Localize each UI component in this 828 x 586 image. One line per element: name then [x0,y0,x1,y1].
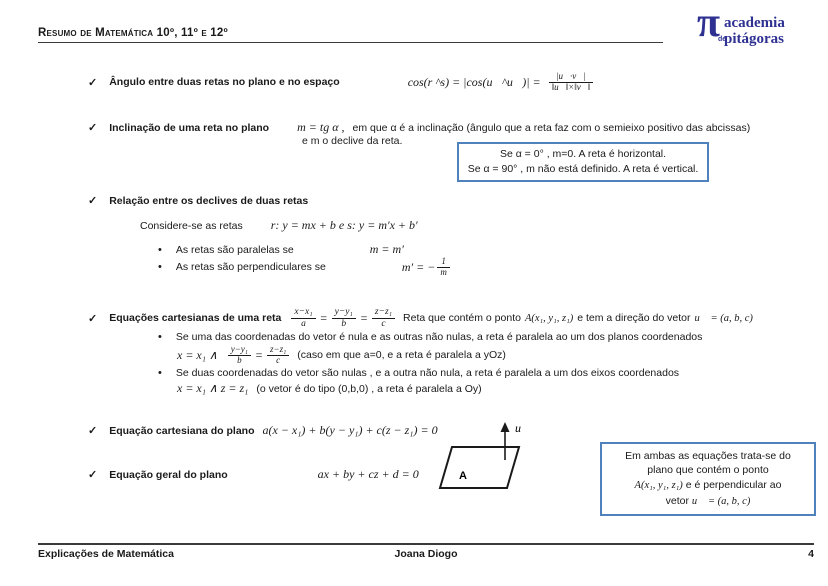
logo-line1: academia [724,15,785,31]
vector-label: u⃗ [515,421,531,435]
bullet-icon: • [158,331,162,343]
axis-parallel-case [177,381,482,396]
note-line: vetor u⃗ = (a, b, c) [665,494,751,507]
plane-general-formula: ax + by + cz + d = 0 [317,467,419,481]
section-slopes-relation [88,194,308,207]
logo-de-text: de [718,36,727,43]
page-title: Resumo de Matemática 10º, 11º e 12º [38,27,228,39]
academia-pitagoras-logo [697,0,822,58]
slope-explanation: em que α é a inclinação (ângulo que a reta faz com o semieixo positivo das abcissas) [352,121,751,134]
slope-note-box [457,142,709,182]
section-slope-of-line [88,120,750,135]
note-line: Em ambas as equações trata-se do [625,449,791,462]
footer-author: Joana Diogo [394,548,458,560]
section-label: Relação entre os declives de duas retas [109,194,309,207]
check-icon: ✓ [88,425,98,437]
plane-label: A [459,470,467,482]
section-label: Equação cartesiana do plano [109,424,255,437]
direction-vector: u⃗ = (a, b, c) [694,312,753,324]
case-text: (o vetor é do tipo (0,b,0) , a reta é paralela a Oy) [256,382,482,395]
perpendicular-fraction: $\frac{1}{m}$ [437,257,450,278]
section-label: Ângulo entre duas retas no plano e no espaço [109,76,340,88]
item-text: Se duas coordenadas do vetor são nulas , e a outra não nula, a reta é paralela a um dos eixos coordenados [175,367,680,379]
arrow-head [501,422,510,432]
slope-explanation-line2: e m o declive da reta. [302,135,403,147]
angle-formula-fraction: $\frac{|u⃗\cdot v⃗|}{‖u⃗‖\times‖v⃗‖}$ [549,72,594,93]
angle-formula: cos(r ^s) = |cos(u⃗^u⃗)| = [407,74,541,89]
fraction-z: $\frac{\text{z−z₁}}{c}$ [372,307,395,329]
equals-sign: = [359,310,368,325]
perpendicular-condition: m′ = − [401,259,436,274]
fraction-z2: $\frac{\text{z−z₁}}{c}$ [267,345,289,366]
plane-equations-note-box [600,442,816,516]
footer-rule [38,543,814,545]
line-note-pre: Reta que contém o ponto [403,312,521,324]
header-rule [38,42,663,43]
slope-formula: m = tg α , [297,120,345,134]
item-text: As retas são paralelas se [175,243,294,256]
case-math: x = x₁ ∧ [177,347,218,362]
coordinate-zero-item [158,331,702,343]
check-icon: ✓ [88,469,98,481]
section-angle-between-lines [88,64,593,100]
section-label: Inclinação de uma reta no plano [109,121,270,134]
section-general-equation-plane [88,467,419,482]
slopes-intro [140,218,418,233]
parallel-condition: m = m′ [369,242,404,256]
note-line: Se α = 0° , m=0. A reta é horizontal. [499,148,667,161]
section-cartesian-equation-plane [88,423,438,438]
check-icon: ✓ [88,76,98,89]
footer-left: Explicações de Matemática [38,548,174,560]
equals-sign: = [319,310,328,325]
logo-line2: pitágoras [724,31,784,47]
section-label: Equações cartesianas de uma reta [109,312,282,324]
bullet-icon: • [158,243,162,256]
point-A: A(x₁, y₁, z₁) [634,480,683,491]
line-note-mid: e tem a direção do vetor [577,312,691,324]
section-label: Equação geral do plano [109,468,228,481]
fraction-y2: $\frac{\text{y−y₁}}{b}$ [228,345,251,366]
case-text: (caso em que a=0, e a reta é paralela a yOz) [297,349,506,361]
bullet-icon: • [158,261,162,273]
check-icon: ✓ [88,122,98,134]
footer [38,548,814,560]
section-cartesian-equations-line [88,302,753,334]
check-icon: ✓ [88,312,98,325]
vector-u: u⃗ = (a, b, c) [691,495,751,507]
point-A: A(x₁, y₁, z₁) [524,312,574,324]
equals-sign: = [254,347,264,362]
fraction-y: $\frac{\text{y−y₁}}{b}$ [332,307,356,329]
case-math: x = x₁ ∧ z = z₁ [177,381,249,395]
two-coordinates-zero-item [158,367,679,379]
item-text: Se uma das coordenadas do vetor é nula e as outras não nulas, a reta é paralela ao um dos planos coordenados [175,331,703,343]
plane-diagram-svg [435,418,570,510]
lines-equations: r: y = mx + b e s: y = m′x + b′ [270,218,418,232]
footer-page-number: 4 [808,548,814,560]
note-line: A(x₁, y₁, z₁) e é perpendicular ao [634,479,782,491]
perpendicular-lines-item [158,256,450,278]
note-line: Se α = 90° , m não está definido. A reta é vertical. [467,163,699,175]
note-line: plano que contém o ponto [647,464,769,477]
pi-icon: π [697,0,721,46]
item-text: As retas são perpendiculares se [175,261,326,273]
parallel-lines-item [158,242,404,257]
intro-text: Considere-se as retas [140,219,243,232]
plane-diagram [435,418,570,515]
plane-cartesian-formula: a(x − x₁) + b(y − y₁) + c(z − z₁) = 0 [262,423,438,437]
check-icon: ✓ [88,195,98,207]
fraction-x: $\frac{\text{x−x₁}}{a}$ [291,307,315,329]
plane-parallel-case [177,343,506,367]
parallelogram-shape [440,447,519,488]
bullet-icon: • [158,367,162,379]
